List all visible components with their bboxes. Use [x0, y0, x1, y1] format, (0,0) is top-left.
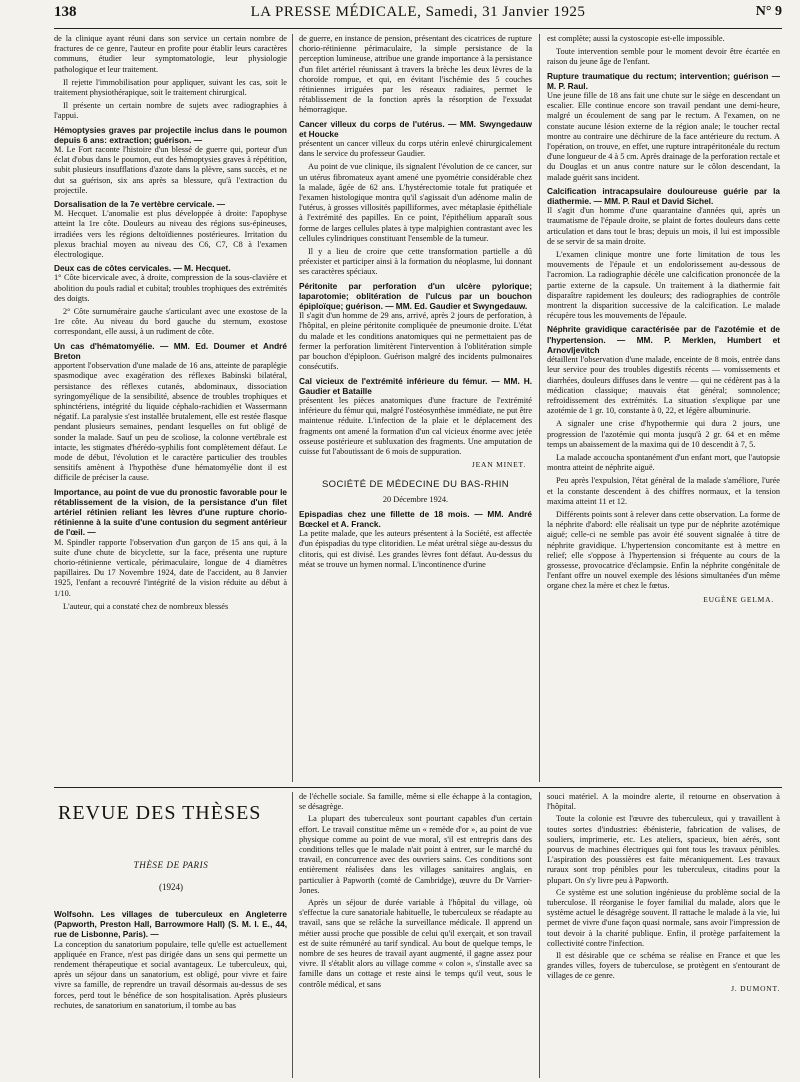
- these-de-paris-heading: THÈSE DE PARIS: [133, 860, 209, 870]
- section-heading: Cal vicieux de l'extrémité inférieure du fémur. — MM. H. Gaudier et Bataille: [299, 375, 532, 396]
- paragraph: de l'échelle sociale. Sa famille, même si elle échappe à la contagion, se désagrège.: [299, 792, 532, 812]
- revue-des-theses-heading: REVUE DES THÈSES: [58, 802, 262, 824]
- column-divider: [539, 34, 540, 782]
- section-heading: Cancer villeux du corps de l'utérus. — MM. Swyngedauw et Houcke: [299, 118, 532, 139]
- paragraph: Toute la colonie est l'œuvre des tuberculeux, qui y travaillent à toutes sortes d'industries: ébénisterie, fabrication de valises, de souliers, imprimerie, etc. Les ateliers, spacieux, bien aérés, sont pourvus de machines électriques qui font tous les travaux pénibles. L'aspiration des poussières est faite mécaniquement. Les travaux ruraux sont trop pénibles pour les tuberculeux, citadins pour la plupart. On s'y livre peu à Papworth.: [547, 814, 780, 885]
- section-heading: Importance, au point de vue du pronostic favorable pour le rétablissement de la vision, de la persistance d'un filet artériel rétinien reliant les lèvres d'une rupture chorio-rétinienne à la suite d'une contusion du segment antérieur de l'œil. —: [54, 486, 287, 538]
- paragraph: Il est désirable que ce schéma se réalise en France et que les grandes villes, foyers de tuberculose, se protègent en s'entourant de villages de ce genre.: [547, 951, 780, 981]
- paragraph: A signaler une crise d'hypothermie qui dura 2 jours, une progression de l'azotémie qui monta jusqu'à 2 gr. 64 et en même temps un abaissement de la maxima qui de 10 descendit à 7, 5.: [547, 419, 780, 449]
- these-year: (1924): [159, 882, 183, 892]
- paragraph: souci matériel. A la moindre alerte, il retourne en observation à l'hôpital.: [547, 792, 780, 812]
- paragraph: Il présente un certain nombre de sujets avec radiographies à l'appui.: [54, 101, 287, 121]
- page-number: 138: [54, 4, 77, 20]
- section-heading: Epispadias chez une fillette de 18 mois. — MM. André Bœckel et A. Franck.: [299, 508, 532, 529]
- paragraph: présentent les pièces anatomiques d'une fracture de l'extrémité inférieure du fémur qui, malgré l'ostéosynthèse immédiate, ne put être maintenue réduite. L'infection de la plaie et le déplacement des fragments ont amené la formation d'un cal vicieux énorme avec jetée osseuse postérieure et subluxation des fragments. Une amputation de cuisse fut l'aboutissant de 6 mois de suppuration.: [299, 395, 532, 456]
- section-heading: Wolfsohn. Les villages de tuberculeux en Angleterre (Papworth, Preston Hall, Barrowmore Hall) (S. M. I. E., 44, rue de Lisbonne, Paris). —: [54, 909, 287, 940]
- paragraph: La plupart des tuberculeux sont pourtant capables d'un certain effort. Le travail constitue même un « remède d'or », au point de vue physique comme au point de vue moral, s'il est entrepris dans des conditions telles que le malade n'ait point à entrer, sur le marché du travail, en concurrence avec des ouvriers sains. Ces conditions sont entièrement réalisées dans les villages sanitaires anglais, en particulier à Papworth (comté de Cambridge), œuvre du Dr Varrier-Jones.: [299, 814, 532, 895]
- paragraph: Il s'agit d'un homme de 29 ans, arrivé, après 2 jours de perforation, à l'hôpital, en pleine péritonite compliquée de pneumonie droite. L'état du malade et les conditions anatomiques qui ne permettaient pas de fermer la perforation limitèrent l'intervention à l'oblitération simple par bouchon d'épiploon. Guérison malgré des incidents pulmonaires consécutifs.: [299, 311, 532, 372]
- paragraph: Après un séjour de durée variable à l'hôpital du village, où s'effectue la cure sanatoriale habituelle, le tuberculeux se réadapte au travail, sans que se relâche la surveillance médicale. Il apprend un métier aussi proche que possible de celui qu'il exerçait, et son travail est de suite rémunéré au tarif syndical. Au bout de quelque temps, le nombre de ses heures de travail ayant augmenté, il gagne assez pour vivre. Il s'établit alors au village comme « colon », s'installe avec sa famille dans un cottage et reste ainsi le temps qu'il veut, sous le contrôle médical, et sans: [299, 898, 532, 989]
- column-3: [547, 34, 780, 782]
- paragraph: Il s'agit d'un homme d'une quarantaine d'années qui, après un traumatisme de l'épaule droite, se plaint de fortes douleurs dans cette articulation et dans tout le bras; depuis un mois, il lui est impossible de se servir de sa main droite.: [547, 206, 780, 246]
- column-divider: [539, 792, 540, 1078]
- section-heading: Dorsalisation de la 7e vertèbre cervicale. —: [54, 199, 226, 210]
- column-divider: [292, 34, 293, 782]
- section-heading: Néphrite gravidique caractérisée par de l'azotémie et de l'hypertension. — MM. P. Merklen, Humbert et Arnovljevitch: [547, 324, 780, 355]
- paragraph: de la clinique ayant réuni dans son service un certain nombre de fractures de ce genre, l'auteur en profite pour établir leurs caractères communs, étudier leur symptomatologie, leur physiologie pathologique et leur traitement.: [54, 34, 287, 74]
- paragraph: La malade accoucha spontanément d'un enfant mort, que l'autopsie montra atteint de néphrite aiguë.: [547, 452, 780, 473]
- column-2: [299, 34, 532, 782]
- paragraph: Différents points sont à relever dans cette observation. La forme de la néphrite d'abord: elle réalisait un type pur de néphrite azotémique aiguë; celle-ci ne semble pas avoir été souvent signalée à titre de néphrite gravidique. L'hypertension concomitante est à mettre en relief; elle s'oppose à l'hypertension si fréquente au cours de la grossesse, provocatrice d'éclampsie. Enfin la néphrite congénitale de l'enfant offre un nouvel exemple des lésions simultanées d'un même organe chez la mère et chez le fœtus.: [547, 509, 780, 591]
- paragraph: détaillent l'observation d'une malade, enceinte de 8 mois, entrée dans leur service pour des troubles digestifs récents — vomissements et diarrhées, douleurs diffuses dans le ventre — qui ne cédèrent pas à la médication classique; mauvais état général; somnolence; refroidissement des extrémités. La situation s'explique par une azotémie de 1 gr. 10, constante à 0, 22, et légère albuminurie.: [547, 355, 780, 416]
- journal-title: LA PRESSE MÉDICALE, Samedi, 31 Janvier 1925: [250, 4, 586, 20]
- paragraph: est complète; aussi la cystoscopie est-elle impossible.: [547, 34, 725, 43]
- paragraph: Au point de vue clinique, ils signalent l'évolution de ce cancer, sur un utérus fibromateux ayant amené une pyométrie considérable chez la malade, âgée de 62 ans. L'hystérectomie totale fut pratiquée et l'examen histologique montra qu'il s'agissait d'un adénome malin de l'utérus, à grosses villosités papilliformes, avec métaplasie épithéliale à l'extrémité des papilles. En ce point, l'épithélium apparaît sous forme de larges cellules plates à type malpighien contrastant avec les cellules cylindriques constituant l'ensemble de la tumeur.: [299, 162, 532, 243]
- paragraph: L'auteur, qui a constaté chez de nombreux blessés: [63, 601, 229, 611]
- issue-number: N° 9: [755, 4, 782, 19]
- paragraph: Il y a lieu de croire que cette transformation partielle a dû préexister et participer ainsi à la formation du néoplasme, lui donnant ses caractères spéciaux.: [299, 247, 532, 277]
- paragraph: 2° Côte surnuméraire gauche s'articulant avec une exostose de la 1re côte. Au niveau du bord gauche du sternum, exostose correspondant, elle aussi, à un rudiment de côte.: [54, 307, 287, 337]
- section-rule: [54, 787, 782, 788]
- paragraph: apportent l'observation d'une malade de 16 ans, atteinte de paraplégie spasmodique avec exagération des réflexes Babinski bilatéral, persistance des réflexes cutanés, abdominaux, dissociation syringomyélique de la sensibilité, absence de troubles trophiques et sphinctériens, intégrité du liquide céphalo-rachidien et Wassermann négatif. La paralysie s'est installée brutalement, elle est restée flasque pendant plusieurs semaines, pendant lesquelles on fut obligé de sonder la malade. Sauf un peu de scoliose, la colonne vertébrale est intacte, les stigmates d'hérédo-syphilis font complètement défaut. Le mode de début, l'évolution et le caractère particulier des troubles sensitifs amènent à l'hypothèse d'une hématomyélie dont il est difficile de préciser la cause.: [54, 361, 287, 483]
- section-heading: Péritonite par perforation d'un ulcère pylorique; laparotomie; oblitération de l'ulcus par un bouchon épiploïque; guérison. — MM. Ed. Gaudier et Swyngedauw.: [299, 280, 532, 312]
- paragraph: L'examen clinique montre une forte limitation de tous les mouvements de l'épaule et un endolorissement au-dessous de l'acromion. La radiographie décèle une calcification prononcée de la partie externe de la capsule. Un traitement à la diathermie fait disparaître rapidement les douleurs; des radiographies de contrôle montrent la disparition successive de la calcification. Le malade récupère tous les mouvements de l'épaule.: [547, 250, 780, 321]
- lower-column-2: [299, 792, 532, 1078]
- paragraph: Il rejette l'immobilisation pour appliquer, suivant les cas, soit le traitement physiothérapique, soit le traitement chirurgical.: [54, 77, 287, 98]
- author-signature: JEAN MINET.: [471, 460, 526, 470]
- column-1: [54, 34, 287, 782]
- author-signature: EUGÈNE GELMA.: [703, 594, 774, 604]
- section-heading: Calcification intracapsulaire douloureuse guérie par la diathermie. — MM. P. Raul et David Sichel.: [547, 185, 780, 207]
- lower-column-3: [547, 792, 780, 1078]
- page-header: [54, 4, 782, 28]
- paragraph: Une jeune fille de 18 ans fait une chute sur le siège en descendant un escalier. Elle continue encore son travail pendant une demi-heure, malgré un écoulement de sang par le rectum. A l'examen, on ne constate aucune lésion externe de la région anale; le toucher rectal montre au contraire une déchirure de la face antérieure du rectum. A l'opération, on trouve, en effet, une rupture intrapéritonéale du rectum d'une longueur de 4 à 5 cm. Après drainage de la perforation rectale et du Douglas et un anus contre nature sur le côlon descendant, la malade guérit sans incident.: [547, 91, 780, 182]
- session-date: 20 Décembre 1924.: [382, 494, 449, 504]
- paragraph: Toute intervention semble pour le moment devoir être écartée en raison du jeune âge de l'enfant.: [547, 47, 780, 67]
- author-signature: J. DUMONT.: [731, 983, 780, 993]
- section-heading: Rupture traumatique du rectum; intervention; guérison — M. P. Raul.: [547, 70, 780, 91]
- paragraph: présentent un cancer villeux du corps utérin enlevé chirurgicalement dans le service du professeur Gaudier.: [299, 139, 532, 159]
- paragraph: Ce système est une solution ingénieuse du problème social de la tuberculose. Il réorganise le foyer familial du malade, alors que le système actuel le désagrège souvent. Il rattache le malade à la vie, lui permet de vivre d'une façon quasi normale, sans avoir l'impression de tout devoir à la charité publique. Enfin, il protège parfaitement la collectivité contre l'infection.: [547, 887, 780, 948]
- paragraph: Peu après l'expulsion, l'état général de la malade s'améliore, l'urée et la constante descendent à des chiffres normaux, et la tension maxima atteint 11 et 12.: [547, 476, 780, 506]
- section-heading: Hémoptysies graves par projectile inclus dans le poumon depuis 6 ans: extraction; guérison. —: [54, 124, 287, 145]
- paragraph: de guerre, en instance de pension, présentant des cicatrices de rupture chorio-rétinienne périmaculaire, la simple persistance de la perception lumineuse, attribue une grande importance à la persistance d'un filet artériel réunissant à travers la brèche les deux lèvres de la choroïde rompue, et qui, en évitant l'ischémie des 5 couches rétiniennes irriguées par les réseaux radiaires, permet le rétablissement de la fonction après la résorption de l'exsudat hémorragique.: [299, 34, 532, 115]
- paragraph: 1° Côte bicervicale avec, à droite, compression de la sous-clavière et abolition du pouls radial et cubital; troubles trophiques des extrémités des doigts.: [54, 273, 287, 303]
- paragraph: M. Le Fort raconte l'histoire d'un blessé de guerre qui, porteur d'un éclat d'obus dans le poumon, eut des hémoptysies graves à répétition, subit plusieurs insufflations d'azote dans la plèvre, sans succès, et ne dut sa guérison, six ans après sa blessure, qu'à l'extraction du projectile.: [54, 145, 287, 195]
- paragraph: M. Hecquet. L'anomalie est plus développée à droite: l'apophyse atteint la 1re côte. Douleurs au niveau des régions sus-épineuses, irradiées vers les régions deltoïdiennes postérieures. Irritation du plexus brachial moyen au niveau des C6, C7, C8 à l'examen électrologique.: [54, 209, 287, 260]
- header-rule: [54, 28, 782, 29]
- section-heading: Deux cas de côtes cervicales. — M. Hecquet.: [54, 263, 231, 274]
- paragraph: La conception du sanatorium populaire, telle qu'elle est actuellement appliquée en France, n'est pas dirigée dans un sens qui permette un rendement thérapeutique et social avantageux. Le tuberculeux, qui, après un séjour dans un sanatorium, est obligé, pour vivre et faire vivre sa famille, de reprendre un travail désormais au-dessus de ses forces, perd tout le bénéfice de son hospitalisation. Après plusieurs rechutes, de sanatorium en sanatorium, il tombe au bas: [54, 939, 287, 1010]
- column-divider: [292, 792, 293, 1078]
- lower-column-1: [54, 906, 287, 1078]
- paragraph: M. Spindler rapporte l'observation d'un garçon de 15 ans qui, à la suite d'une chute de bicyclette, sur la face, présenta une rupture chorio-rétinienne verticale, périmaculaire, longue de 4 diamètres papillaires. Du 17 Novembre 1924, date de l'accident, au 8 Janvier 1925, l'enfant a recouvré l'intégrité de la vision réduite au début à 1/10.: [54, 537, 287, 598]
- paragraph: La petite malade, que les auteurs présentent à la Société, est affectée d'un épispadias du type clitoridien. Le méat urétral siège au-dessus du clitoris, qui est divisé. Les grandes lèvres font défaut. Au-dessus du méat se trouve un hymen normal. L'incontinence d'urine: [299, 529, 532, 569]
- section-heading: Un cas d'hématomyélie. — MM. Ed. Doumer et André Breton: [54, 340, 287, 361]
- society-heading: SOCIÉTÉ DE MÉDECINE DU BAS-RHIN: [321, 479, 510, 491]
